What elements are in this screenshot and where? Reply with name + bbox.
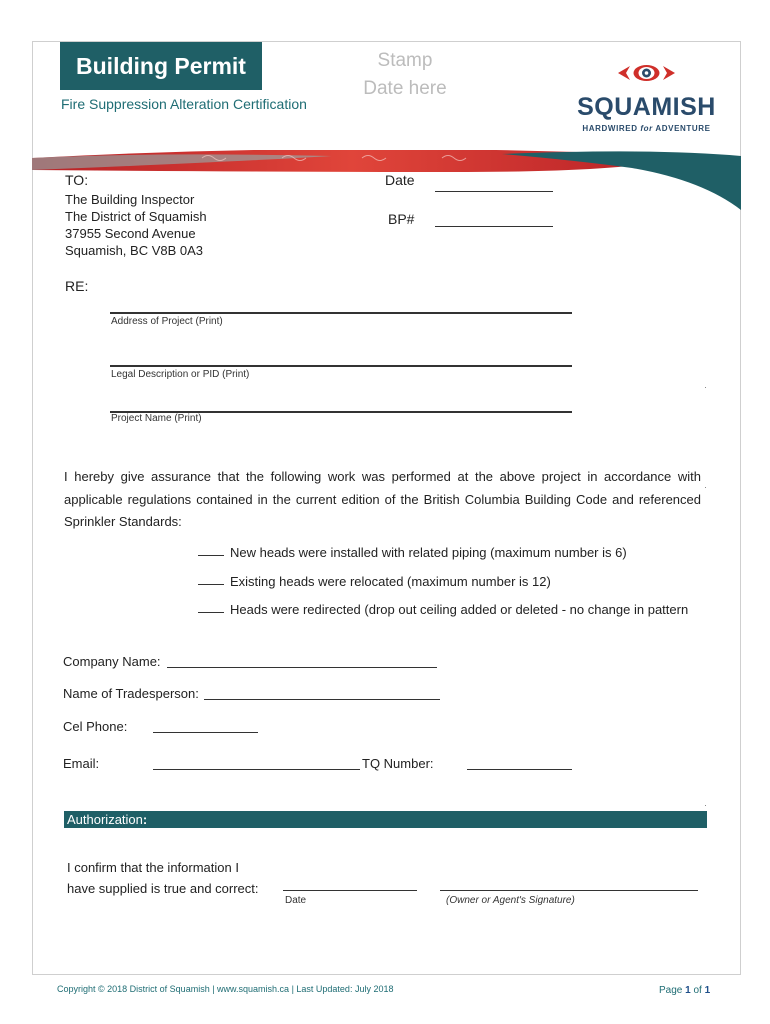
assurance-statement: I hereby give assurance that the following work was performed at the above project in accordance with applicable regulations contained in the current edition of the British Columbia Building Code and referenced Sprinkler Standards: — [64, 469, 701, 529]
signature-input[interactable] — [440, 890, 698, 891]
squamish-eye-icon — [574, 62, 719, 84]
email-label: Email: — [63, 756, 100, 771]
option-blank[interactable] — [198, 584, 224, 585]
authorization-heading-text: Authorization — [67, 812, 143, 827]
legal-caption: Legal Description or PID (Print) — [111, 369, 250, 380]
authorization-date-caption: Date — [285, 895, 307, 906]
option-label: New heads were installed with related piping (maximum number is 6) — [230, 545, 627, 560]
tq-number-input[interactable] — [467, 769, 572, 770]
logo-tagline — [574, 124, 719, 133]
bp-number-input[interactable] — [435, 226, 553, 227]
tagline-end: ADVENTURE — [652, 124, 711, 133]
tq-label: TQ Number: — [362, 756, 434, 771]
logo-wordmark: SQUAMISH — [577, 93, 716, 121]
confirmation-statement — [67, 857, 259, 899]
squamish-logo — [574, 62, 719, 133]
stamp-date-line: Date here — [363, 78, 447, 99]
option-blank[interactable] — [198, 555, 224, 556]
address-input[interactable] — [110, 312, 572, 314]
authorization-date-input[interactable] — [283, 890, 417, 891]
page-title: Building Permit — [60, 42, 262, 90]
phone-label: Cel Phone: — [63, 719, 128, 734]
recipient-line-4: Squamish, BC V8B 0A3 — [65, 243, 204, 258]
project-caption: Project Name (Print) — [111, 413, 202, 424]
date-input[interactable] — [435, 191, 553, 192]
recipient-address — [65, 172, 207, 259]
phone-input[interactable] — [153, 732, 258, 733]
re-label: RE: — [65, 278, 89, 294]
authorization-colon: : — [142, 812, 148, 827]
confirm-line-2: have supplied is true and correct: — [67, 881, 259, 896]
recipient-line-1: The Building Inspector — [65, 192, 195, 207]
signature-caption: (Owner or Agent's Signature) — [446, 895, 575, 906]
authorization-heading — [64, 811, 707, 828]
stamp-line: Stamp — [377, 50, 433, 71]
form-subtitle: Fire Suppression Alteration Certification — [61, 96, 307, 112]
company-input[interactable] — [167, 667, 437, 668]
artifact-dot — [705, 387, 706, 388]
option-new-heads[interactable] — [198, 545, 627, 560]
tagline-for: for — [640, 124, 653, 133]
option-label: Heads were redirected (drop out ceiling added or deleted - no change in pattern — [230, 602, 689, 617]
tradesperson-label: Name of Tradesperson: — [63, 686, 199, 701]
stamp-placeholder — [345, 47, 465, 103]
date-label: Date — [385, 172, 415, 188]
footer-copyright: Copyright © 2018 District of Squamish | www.squamish.ca | Last Updated: July 2018 — [57, 984, 394, 994]
option-label: Existing heads were relocated (maximum number is 12) — [230, 574, 551, 589]
page-total: 1 — [704, 985, 711, 996]
artifact-dot — [705, 805, 706, 806]
recipient-line-3: 37955 Second Avenue — [65, 226, 196, 241]
company-label: Company Name: — [63, 654, 161, 669]
tradesperson-input[interactable] — [204, 699, 440, 700]
page-of: of — [690, 985, 705, 996]
legal-description-input[interactable] — [110, 365, 572, 367]
tagline-start: HARDWIRED — [582, 124, 641, 133]
option-blank[interactable] — [198, 612, 224, 613]
page-current: 1 — [685, 985, 691, 996]
option-redirected-heads[interactable] — [198, 602, 688, 617]
page-number — [659, 985, 710, 996]
page-prefix: Page — [659, 985, 686, 996]
option-relocated-heads[interactable] — [198, 574, 551, 589]
confirm-line-1: I confirm that the information I — [67, 860, 239, 875]
artifact-dot — [705, 487, 706, 488]
to-label: TO: — [65, 172, 89, 188]
bp-label: BP# — [388, 211, 415, 227]
email-input[interactable] — [153, 769, 360, 770]
address-caption: Address of Project (Print) — [111, 316, 223, 327]
recipient-line-2: The District of Squamish — [65, 209, 207, 224]
